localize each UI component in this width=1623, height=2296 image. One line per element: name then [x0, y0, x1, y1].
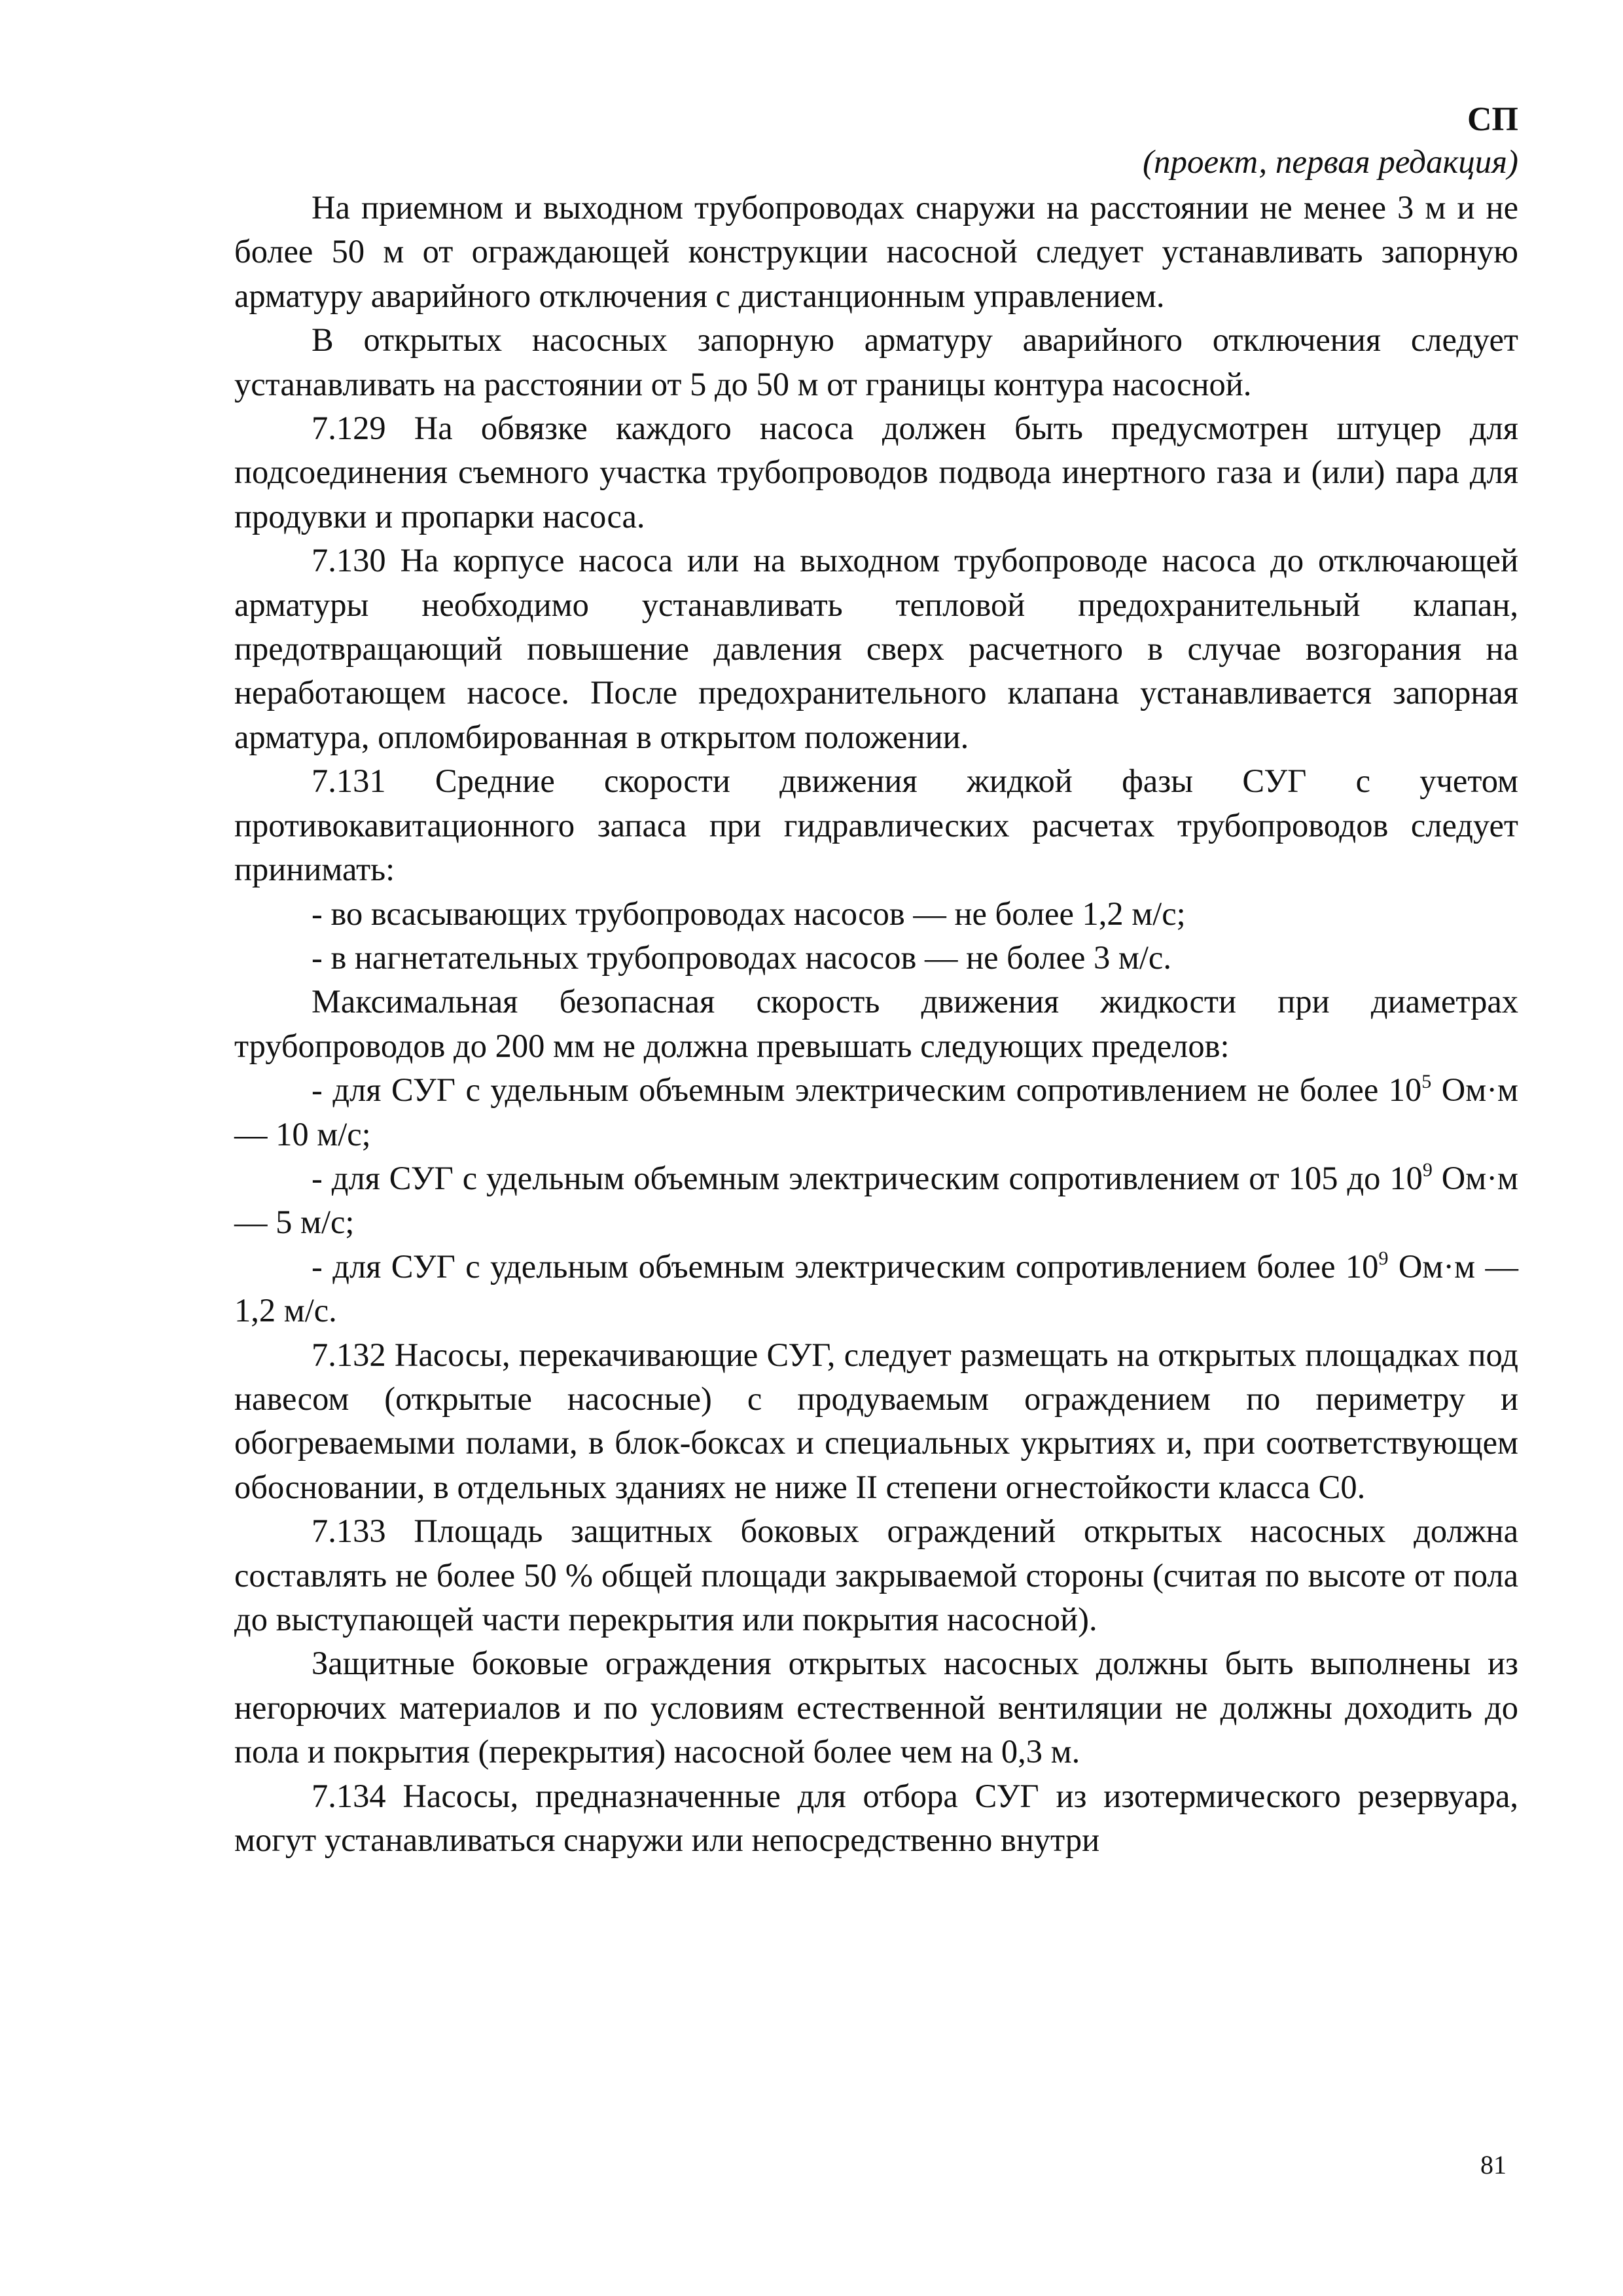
document-code: СП: [1467, 101, 1518, 138]
paragraph-7-132: 7.132 Насосы, перекачивающие СУГ, следует размещать на открытых площадках под навесом (открытые насосные) с продуваемым ограждением по периметру и обогреваемыми полами, в блок-боксах и специальных укрытиях и, при соответствующем обосновании, в отдельных зданиях не ниже II степени огнестойкости класса С0.: [234, 1336, 1518, 1505]
limit-text: - для СУГ с удельным объемным электрическим сопротивлением более 10: [312, 1247, 1379, 1285]
paragraph-7-131: 7.131 Средние скорости движения жидкой фазы СУГ с учетом противокавитационного запаса при гидравлических расчетах трубопроводов следует принимать:: [234, 762, 1518, 888]
paragraph: На приемном и выходном трубопроводах снаружи на расстоянии не менее 3 м и не более 50 м от ограждающей конструкции насосной следует устанавливать запорную арматуру аварийного отключения с дистанционным управлением.: [234, 189, 1518, 314]
limit-value: Ом·м — 1,2 м/с.: [234, 1247, 1518, 1329]
exponent: 9: [1378, 1247, 1389, 1269]
paragraph: Максимальная безопасная скорость движения жидкости при диаметрах трубопроводов до 200 мм не должна превышать следующих пределов:: [234, 983, 1518, 1064]
paragraph-7-134: 7.134 Насосы, предназначенные для отбора СУГ из изотермического резервуара, могут устанавливаться снаружи или непосредственно внутри: [234, 1777, 1518, 1859]
list-item: - в нагнетательных трубопроводах насосов — не более 3 м/с.: [312, 939, 1171, 976]
paragraph-7-133: 7.133 Площадь защитных боковых ограждений открытых насосных должна составлять не более 50 % общей площади закрываемой стороны (считая по высоте от пола до выступающей части перекрытия или покрытия насосной).: [234, 1513, 1518, 1638]
limit-value: Ом·м — 10 м/с;: [234, 1071, 1519, 1153]
limit-item: [234, 1245, 1518, 1333]
paragraph: В открытых насосных запорную арматуру аварийного отключения следует устанавливать на расстоянии от 5 до 50 м от границы контура насосной.: [234, 321, 1518, 403]
list-item: - во всасывающих трубопроводах насосов — не более 1,2 м/с;: [312, 895, 1186, 932]
exponent: 5: [1421, 1071, 1432, 1093]
edition-note: (проект, первая редакция): [1143, 144, 1518, 181]
paragraph: Защитные боковые ограждения открытых насосных должны быть выполнены из негорючих материалов и по условиям естественной вентиляции не должны доходить до пола и покрытия (перекрытия) насосной более чем на 0,3 м.: [234, 1645, 1518, 1770]
limit-item: [234, 1068, 1518, 1157]
limit-text: - для СУГ с удельным объемным электрическим сопротивлением не более 10: [312, 1071, 1422, 1109]
limit-text: - для СУГ с удельным объемным электрическим сопротивлением от 105 до 10: [312, 1159, 1423, 1196]
page-header: [1143, 98, 1518, 183]
limit-item: [234, 1157, 1518, 1245]
page-number: 81: [1480, 2150, 1507, 2179]
paragraph-7-129: 7.129 На обвязке каждого насоса должен быть предусмотрен штуцер для подсоединения съемного участка трубопроводов подвода инертного газа и (или) пара для продувки и пропарки насоса.: [234, 410, 1518, 535]
limit-value: Ом·м — 5 м/с;: [234, 1159, 1518, 1241]
exponent: 9: [1422, 1159, 1433, 1181]
document-body: [234, 186, 1518, 1862]
paragraph-7-130: 7.130 На корпусе насоса или на выходном трубопроводе насоса до отключающей арматуры необходимо устанавливать тепловой предохранительный клапан, предотвращающий повышение давления сверх расчетного в случае возгорания на неработающем насосе. После предохранительного клапана устанавливается запорная арматура, опломбированная в открытом положении.: [234, 542, 1518, 755]
